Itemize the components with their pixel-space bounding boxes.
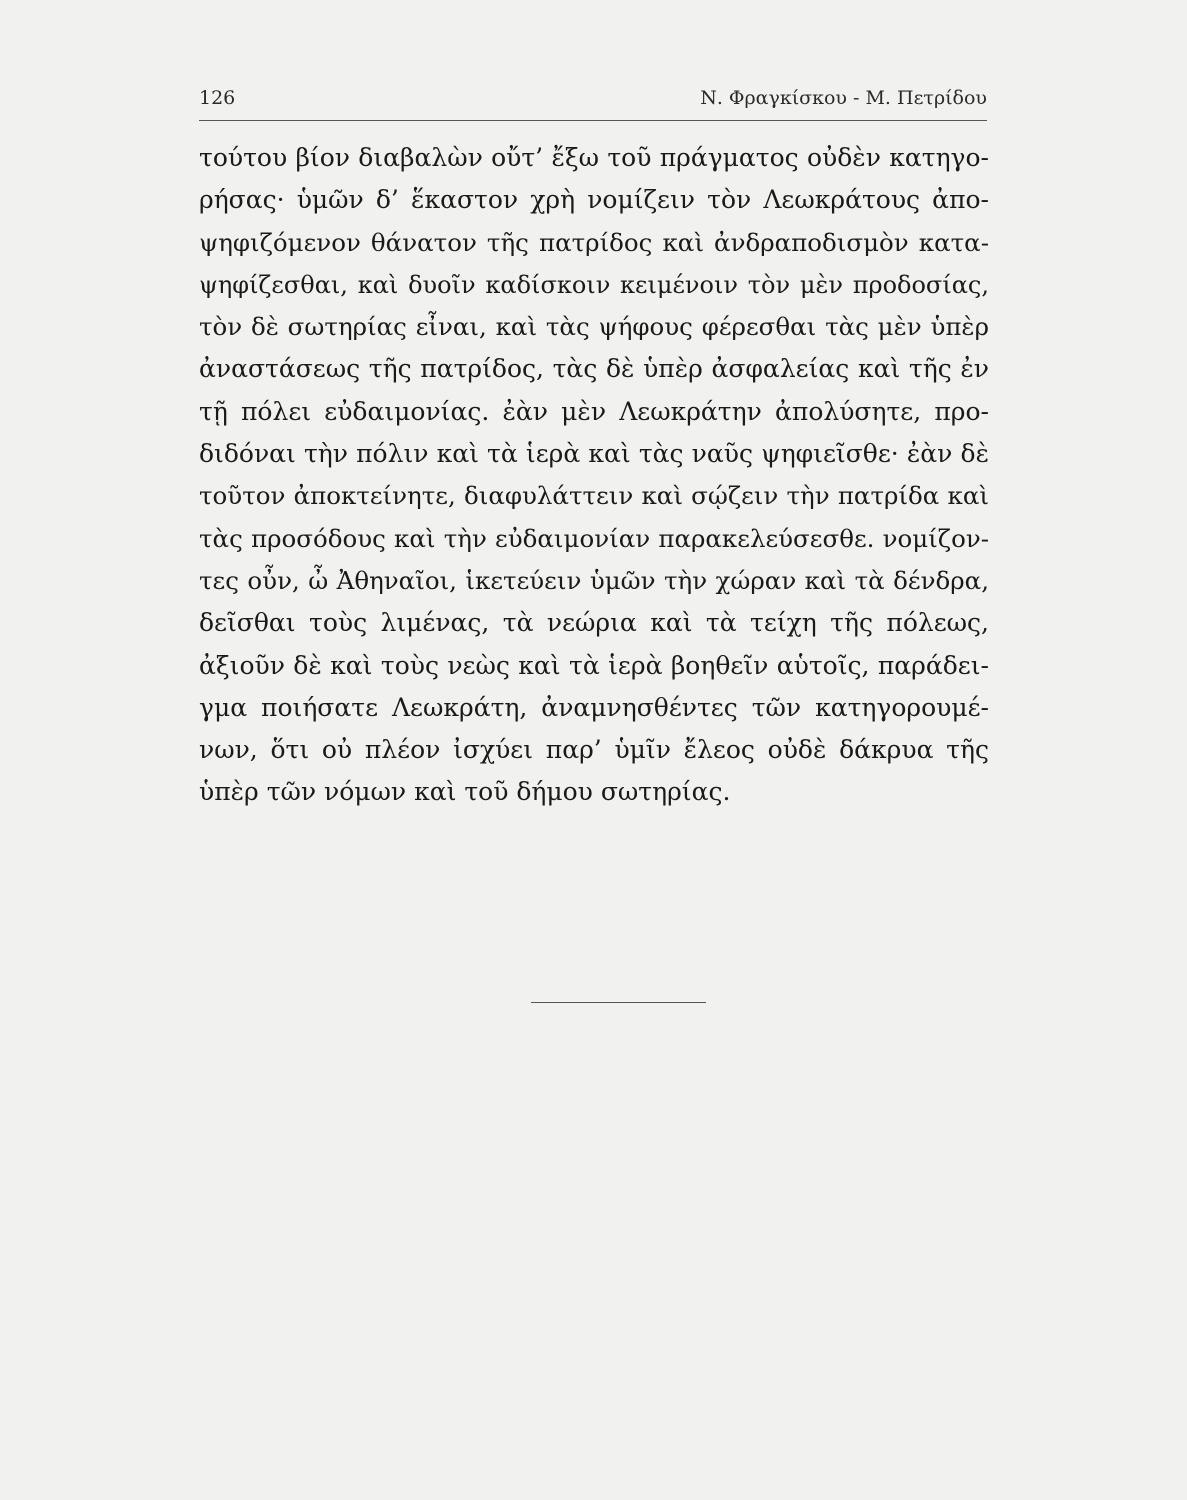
header-rule <box>199 120 987 121</box>
text-line: τὸν δὲ σωτηρίας εἶναι, καὶ τὰς ψήφους φέρεσθαι τὰς μὲν ὑπὲρ <box>199 312 989 342</box>
text-line: νων, ὅτι οὐ πλέον ἰσχύει παρ’ ὑμῖν ἔλεος οὐδὲ δάκρυα τῆς <box>199 735 989 765</box>
text-line: τούτου βίον διαβαλὼν οὔτ’ ἔξω τοῦ πράγματος οὐδὲν κατηγο- <box>199 143 989 172</box>
main-text <box>199 137 989 814</box>
footnote-rule <box>531 1002 706 1003</box>
running-head <box>199 86 987 116</box>
text-line: τες οὖν, ὦ Ἀθηναῖοι, ἱκετεύειν ὑμῶν τὴν χώραν καὶ τὰ δένδρα, <box>199 565 989 595</box>
text-line: ψηφιζόμενον θάνατον τῆς πατρίδος καὶ ἀνδραποδισμὸν κατα- <box>199 227 989 257</box>
text-line: ἀξιοῦν δὲ καὶ τοὺς νεὼς καὶ τὰ ἱερὰ βοηθεῖν αὑτοῖς, παράδει- <box>199 650 989 680</box>
text-line: ρήσας· ὑμῶν δ’ ἕκαστον χρὴ νομίζειν τὸν Λεωκράτους ἀπο- <box>199 185 989 215</box>
running-title: Ν. Φραγκίσκου - Μ. Πετρίδου <box>700 87 987 109</box>
text-line: ὑπὲρ τῶν νόμων καὶ τοῦ δήμου σωτηρίας. <box>199 777 731 807</box>
text-line: τὰς προσόδους καὶ τὴν εὐδαιμονίαν παρακελεύσεσθε. νομίζον- <box>199 523 989 553</box>
text-line: τῇ πόλει εὐδαιμονίας. ἐὰν μὲν Λεωκράτην ἀπολύσητε, προ- <box>199 396 989 426</box>
text-line: ἀναστάσεως τῆς πατρίδος, τὰς δὲ ὑπὲρ ἀσφαλείας καὶ τῆς ἐν <box>199 354 989 384</box>
text-line: δεῖσθαι τοὺς λιμένας, τὰ νεώρια καὶ τὰ τείχη τῆς πόλεως, <box>199 608 989 638</box>
page-number: 126 <box>199 87 236 109</box>
text-line: γμα ποιήσατε Λεωκράτη, ἀναμνησθέντες τῶν κατηγορουμέ- <box>199 692 989 722</box>
text-line: ψηφίζεσθαι, καὶ δυοῖν καδίσκοιν κειμένοιν τὸν μὲν προδοσίας, <box>199 270 989 299</box>
text-line: διδόναι τὴν πόλιν καὶ τὰ ἱερὰ καὶ τὰς ναῦς ψηφιεῖσθε· ἐὰν δὲ <box>199 439 989 469</box>
text-line: τοῦτον ἀποκτείνητε, διαφυλάττειν καὶ σῴζειν τὴν πατρίδα καὶ <box>199 481 989 511</box>
